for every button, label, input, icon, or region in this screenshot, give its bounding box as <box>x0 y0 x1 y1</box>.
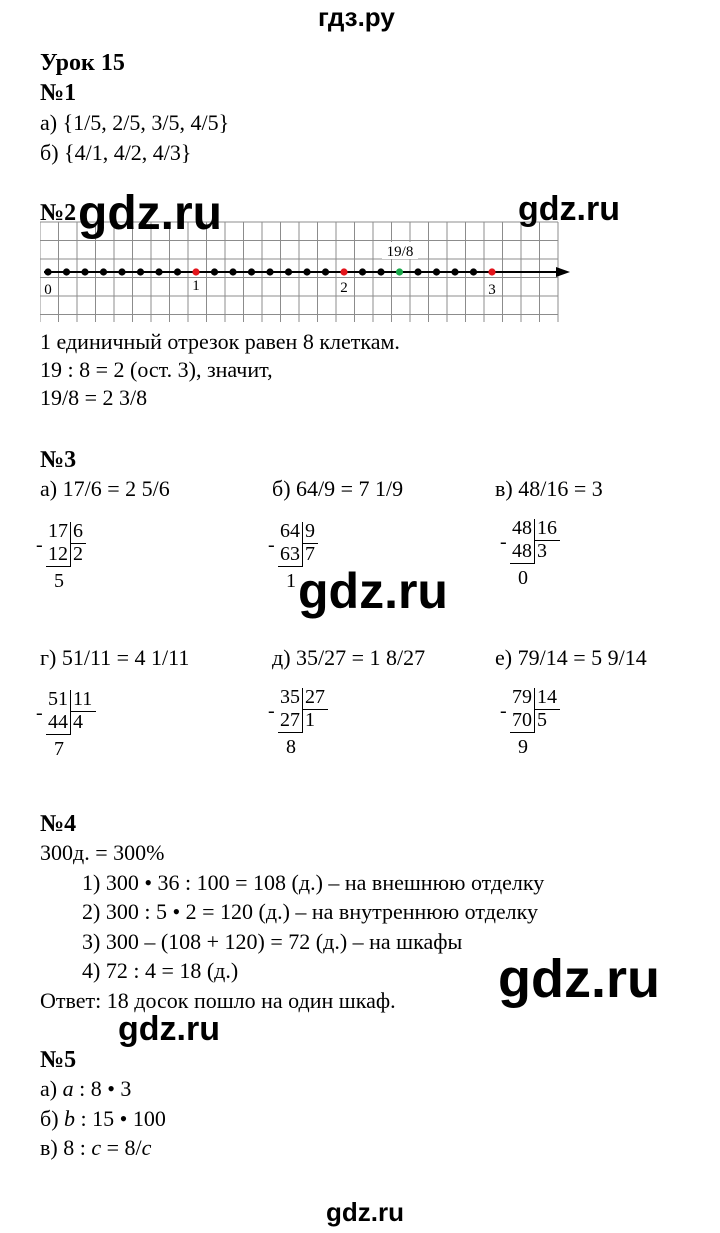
task2-line-1: 1 единичный отрезок равен 8 клеткам. <box>40 329 400 354</box>
tick-point <box>377 268 384 275</box>
tick-point <box>81 268 88 275</box>
task1-line-b: б) {4/1, 4/2, 4/3} <box>40 140 192 165</box>
long-division-e: - 35 27 27 1 8 <box>268 686 348 766</box>
task3-label-d: г) 51/11 = 4 1/11 <box>40 645 190 670</box>
tick-point <box>174 268 181 275</box>
lesson-title: Урок 15 <box>40 50 125 76</box>
watermark-6: gdz.ru <box>326 1197 404 1227</box>
long-division-b: - 64 9 63 7 1 <box>268 520 338 600</box>
long-division-c: - 48 16 48 3 0 <box>500 517 580 597</box>
tick-point <box>285 268 292 275</box>
tick-point <box>63 268 70 275</box>
long-division-f: - 79 14 70 5 9 <box>500 686 580 766</box>
axis-label-0: 0 <box>44 282 52 298</box>
task3-label-a: а) 17/6 = 2 5/6 <box>40 476 170 501</box>
point-label-19-8: 19/8 <box>386 244 414 260</box>
tick-point <box>451 268 458 275</box>
task4-title: №4 <box>40 811 77 837</box>
task5-line-b: б) b : 15 • 100 <box>40 1106 166 1131</box>
tick-point <box>137 268 144 275</box>
task3-label-b: б) 64/9 = 7 1/9 <box>272 476 404 501</box>
tick-point <box>211 268 218 275</box>
axis-label-3: 3 <box>488 282 496 298</box>
task1-title: №1 <box>40 80 77 106</box>
long-division-d: - 51 11 44 4 7 <box>36 688 116 768</box>
tick-point <box>470 268 477 275</box>
watermark-4: gdz.ru <box>498 949 660 1009</box>
tick-point <box>359 268 366 275</box>
task3-label-c: в) 48/16 = 3 <box>495 476 603 501</box>
unit-point-2 <box>340 268 347 275</box>
task4-step-4: 4) 72 : 4 = 18 (д.) <box>82 958 239 983</box>
tick-point <box>433 268 440 275</box>
task4-step-2: 2) 300 : 5 • 2 = 120 (д.) – на внутреннюю отделку <box>82 899 539 924</box>
task2-line-2: 19 : 8 = 2 (ост. 3), значит, <box>40 357 273 382</box>
task5-title: №5 <box>40 1047 77 1073</box>
watermark-1: gdz.ru <box>78 187 222 240</box>
tick-point <box>155 268 162 275</box>
axis-label-2: 2 <box>340 280 348 296</box>
tick-point <box>100 268 107 275</box>
task4-step-3: 3) 300 – (108 + 120) = 72 (д.) – на шкафы <box>82 929 463 954</box>
tick-point <box>303 268 310 275</box>
axis-label-1: 1 <box>192 278 200 294</box>
task4-intro: 300д. = 300% <box>40 840 165 865</box>
tick-point <box>322 268 329 275</box>
watermark-2: gdz.ru <box>518 190 620 228</box>
unit-point-1 <box>192 268 199 275</box>
unit-point-3 <box>488 268 495 275</box>
task5-line-a: а) a : 8 • 3 <box>40 1076 132 1101</box>
long-division-a: - 17 6 12 2 5 <box>36 520 106 600</box>
tick-point <box>414 268 421 275</box>
point-19-8 <box>396 268 403 275</box>
tick-point <box>44 268 51 275</box>
task1-line-a: а) {1/5, 2/5, 3/5, 4/5} <box>40 110 230 135</box>
tick-point <box>248 268 255 275</box>
watermark-5: gdz.ru <box>118 1010 220 1048</box>
tick-point <box>118 268 125 275</box>
tick-point <box>266 268 273 275</box>
task3-label-f: е) 79/14 = 5 9/14 <box>495 645 647 670</box>
task2-title: №2 <box>40 200 77 226</box>
task2-line-3: 19/8 = 2 3/8 <box>40 385 148 410</box>
task4-step-1: 1) 300 • 36 : 100 = 108 (д.) – на внешнюю отделку <box>82 870 545 895</box>
tick-point <box>229 268 236 275</box>
watermark-3: gdz.ru <box>298 563 448 619</box>
task5-line-c: в) 8 : c = 8/c <box>40 1135 152 1160</box>
task4-answer: Ответ: 18 досок пошло на один шкаф. <box>40 988 396 1013</box>
site-header: гдз.ру <box>318 2 395 32</box>
task3-label-e: д) 35/27 = 1 8/27 <box>272 645 426 670</box>
task3-title: №3 <box>40 447 77 473</box>
axis-arrow-icon <box>556 267 570 277</box>
